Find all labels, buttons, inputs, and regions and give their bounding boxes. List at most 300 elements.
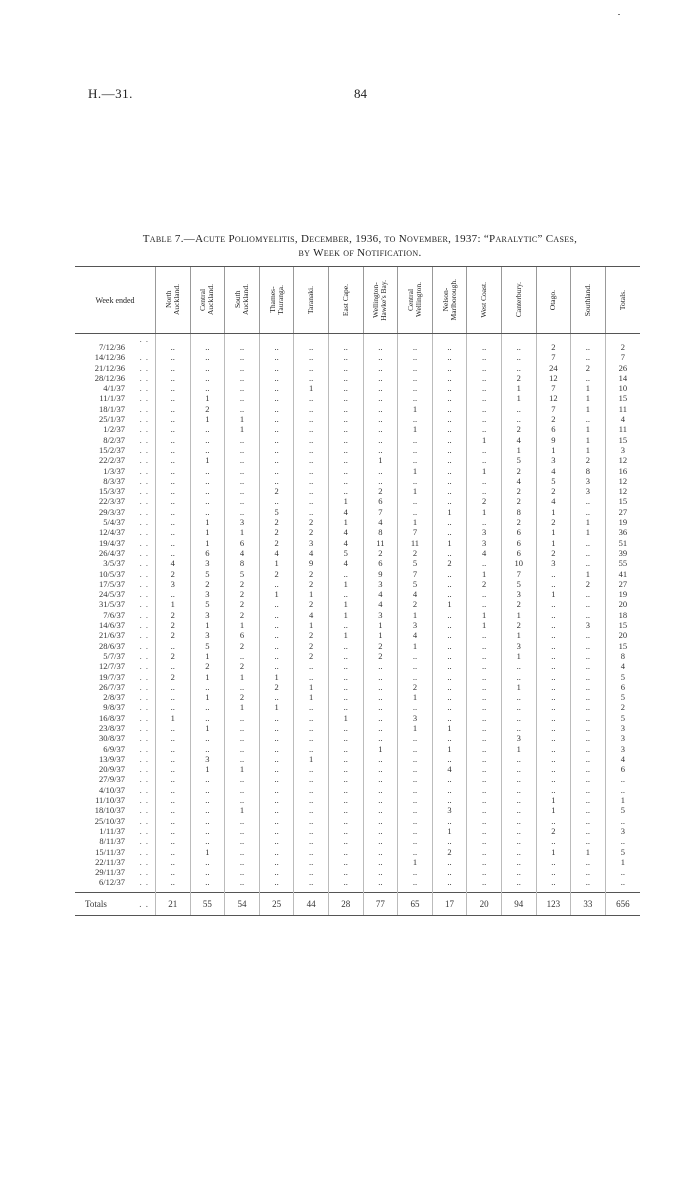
- case-count-cell: ..: [398, 816, 433, 826]
- case-count-cell: ..: [432, 877, 467, 892]
- case-count-cell: ..: [225, 651, 260, 661]
- week-cell: [75, 334, 156, 353]
- week-cell: [75, 785, 156, 795]
- case-count-cell: 1: [294, 383, 329, 393]
- leader-dots: . .: [139, 712, 149, 723]
- column-header-label: Thames- Tauranga.: [267, 285, 285, 315]
- week-cell: [75, 744, 156, 754]
- case-count-cell: ..: [467, 795, 502, 805]
- case-count-cell: ..: [398, 363, 433, 373]
- case-count-cell: 5: [605, 805, 640, 815]
- case-count-cell: ..: [328, 723, 363, 733]
- case-count-cell: ..: [259, 445, 294, 455]
- week-label: 15/11/37: [95, 846, 125, 857]
- case-count-cell: ..: [259, 754, 294, 764]
- case-count-cell: ..: [294, 733, 329, 743]
- case-count-cell: 4: [328, 507, 363, 517]
- case-count-cell: ..: [432, 579, 467, 589]
- table-row: [75, 455, 640, 465]
- case-count-cell: 1: [571, 517, 606, 527]
- case-count-cell: ..: [259, 476, 294, 486]
- case-count-cell: ..: [467, 404, 502, 414]
- case-count-cell: ..: [501, 795, 536, 805]
- case-count-cell: ..: [571, 785, 606, 795]
- case-count-cell: ..: [501, 867, 536, 877]
- case-count-cell: ..: [432, 641, 467, 651]
- week-cell: [75, 496, 156, 506]
- case-count-cell: ..: [259, 661, 294, 671]
- table-row: [75, 836, 640, 846]
- case-count-cell: 2: [190, 661, 225, 671]
- case-count-cell: ..: [536, 692, 571, 702]
- case-count-cell: 1: [190, 414, 225, 424]
- case-count-cell: ..: [571, 548, 606, 558]
- case-count-cell: ..: [294, 373, 329, 383]
- case-count-cell: ..: [190, 507, 225, 517]
- table-row: [75, 558, 640, 568]
- week-label: 7/12/36: [99, 342, 125, 352]
- case-count-cell: ..: [259, 816, 294, 826]
- leader-dots: . .: [139, 620, 149, 631]
- case-count-cell: 3: [467, 527, 502, 537]
- case-count-cell: 7: [536, 352, 571, 362]
- case-count-cell: 8: [605, 651, 640, 661]
- week-label: 21/12/36: [94, 362, 125, 373]
- table-row: [75, 723, 640, 733]
- case-count-cell: ..: [294, 486, 329, 496]
- case-count-cell: 2: [156, 672, 191, 682]
- case-count-cell: 1: [536, 795, 571, 805]
- case-count-cell: 18: [605, 610, 640, 620]
- leader-dots: . .: [139, 414, 149, 425]
- case-count-cell: 2: [501, 486, 536, 496]
- case-count-cell: ..: [536, 579, 571, 589]
- case-count-cell: ..: [328, 435, 363, 445]
- case-count-cell: ..: [156, 424, 191, 434]
- case-count-cell: 2: [398, 548, 433, 558]
- case-count-cell: 1: [259, 589, 294, 599]
- leader-dots: . .: [139, 537, 149, 548]
- case-count-cell: ..: [536, 620, 571, 630]
- week-label: 16/8/37: [99, 712, 125, 723]
- week-label: 3/5/37: [103, 558, 125, 569]
- case-count-cell: ..: [467, 857, 502, 867]
- case-count-cell: 3: [536, 455, 571, 465]
- column-header-label: East Cape.: [340, 283, 350, 317]
- case-count-cell: 5: [605, 713, 640, 723]
- table-title-line-1: Table 7.—Acute Poliomyelitis, December, 1936, to November, 1937: “Paralytic” Cases,: [142, 233, 578, 245]
- case-count-cell: ..: [467, 682, 502, 692]
- case-count-cell: ..: [190, 476, 225, 486]
- case-count-cell: 15: [605, 620, 640, 630]
- case-count-cell: ..: [190, 816, 225, 826]
- table-row: [75, 661, 640, 671]
- week-label: 29/3/37: [99, 506, 125, 517]
- case-count-cell: 2: [190, 404, 225, 414]
- case-count-cell: 1: [225, 414, 260, 424]
- week-label: 8/2/37: [103, 434, 125, 445]
- case-count-cell: 1: [398, 486, 433, 496]
- case-count-cell: 1: [294, 620, 329, 630]
- case-count-cell: ..: [363, 847, 398, 857]
- case-count-cell: 27: [605, 579, 640, 589]
- case-count-cell: ..: [225, 754, 260, 764]
- table-row: [75, 569, 640, 579]
- case-count-cell: ..: [156, 589, 191, 599]
- case-count-cell: ..: [294, 445, 329, 455]
- case-count-cell: 6: [536, 424, 571, 434]
- table-row: [75, 445, 640, 455]
- case-count-cell: ..: [363, 445, 398, 455]
- case-count-cell: 1: [571, 527, 606, 537]
- week-cell: [75, 774, 156, 784]
- case-count-cell: ..: [571, 733, 606, 743]
- case-count-cell: ..: [571, 610, 606, 620]
- case-count-cell: ..: [363, 424, 398, 434]
- week-cell: [75, 754, 156, 764]
- week-cell: [75, 404, 156, 414]
- case-count-cell: ..: [363, 754, 398, 764]
- week-label: 15/2/37: [99, 444, 125, 455]
- case-count-cell: ..: [467, 445, 502, 455]
- case-count-cell: ..: [259, 579, 294, 589]
- case-count-cell: ..: [225, 877, 260, 892]
- leader-dots: . .: [139, 825, 149, 836]
- case-count-cell: 1: [398, 692, 433, 702]
- case-count-cell: ..: [328, 383, 363, 393]
- leader-dots: . .: [139, 362, 149, 373]
- table-body: [75, 334, 640, 916]
- case-count-cell: ..: [467, 476, 502, 486]
- case-count-cell: ..: [225, 816, 260, 826]
- case-count-cell: ..: [363, 393, 398, 403]
- case-count-cell: 2: [501, 373, 536, 383]
- week-cell: [75, 414, 156, 424]
- case-count-cell: ..: [259, 805, 294, 815]
- case-count-cell: 2: [294, 599, 329, 609]
- case-count-cell: 3: [432, 805, 467, 815]
- case-count-cell: 2: [259, 486, 294, 496]
- case-count-cell: ..: [398, 744, 433, 754]
- case-count-cell: ..: [225, 723, 260, 733]
- case-count-cell: 3: [190, 558, 225, 568]
- case-count-cell: 5: [605, 692, 640, 702]
- case-count-cell: ..: [467, 352, 502, 362]
- week-cell: [75, 651, 156, 661]
- week-cell: [75, 445, 156, 455]
- case-count-cell: 2: [363, 641, 398, 651]
- case-count-cell: ..: [536, 867, 571, 877]
- case-count-cell: ..: [398, 733, 433, 743]
- case-count-cell: ..: [156, 538, 191, 548]
- case-count-cell: ..: [294, 764, 329, 774]
- week-label: 11/10/37: [95, 795, 125, 806]
- case-count-cell: ..: [536, 744, 571, 754]
- case-count-cell: 1: [432, 507, 467, 517]
- case-count-cell: ..: [294, 414, 329, 424]
- case-count-cell: 1: [536, 445, 571, 455]
- case-count-cell: ..: [571, 836, 606, 846]
- case-count-cell: ..: [398, 795, 433, 805]
- case-count-cell: 6: [501, 527, 536, 537]
- week-cell: [75, 538, 156, 548]
- leader-dots: . .: [139, 558, 149, 569]
- table-row: [75, 857, 640, 867]
- case-count-cell: 94: [501, 892, 536, 915]
- case-count-cell: ..: [536, 672, 571, 682]
- case-count-cell: 4: [328, 558, 363, 568]
- case-count-cell: ..: [328, 641, 363, 651]
- table-row: [75, 527, 640, 537]
- case-count-cell: ..: [363, 857, 398, 867]
- case-count-cell: ..: [156, 816, 191, 826]
- case-count-cell: 1: [571, 569, 606, 579]
- case-count-cell: 1: [536, 538, 571, 548]
- case-count-cell: ..: [259, 733, 294, 743]
- case-count-cell: 1: [467, 620, 502, 630]
- case-count-cell: ..: [156, 476, 191, 486]
- case-count-cell: 6: [225, 630, 260, 640]
- table-row: [75, 373, 640, 383]
- case-count-cell: ..: [294, 466, 329, 476]
- case-count-cell: 26: [605, 363, 640, 373]
- case-count-cell: 2: [294, 517, 329, 527]
- week-cell: [75, 373, 156, 383]
- table-row: [75, 826, 640, 836]
- week-cell: [75, 455, 156, 465]
- case-count-cell: ..: [467, 641, 502, 651]
- leader-dots: . .: [139, 661, 149, 672]
- week-label: 1/2/37: [103, 424, 125, 435]
- case-count-cell: ..: [571, 702, 606, 712]
- case-count-cell: ..: [328, 476, 363, 486]
- case-count-cell: 2: [156, 651, 191, 661]
- case-count-cell: ..: [501, 877, 536, 892]
- case-count-cell: ..: [328, 334, 363, 353]
- case-count-cell: ..: [294, 455, 329, 465]
- week-ended-header: Week ended: [75, 267, 156, 334]
- case-count-cell: ..: [259, 785, 294, 795]
- case-count-cell: 2: [259, 517, 294, 527]
- leader-dots: . .: [139, 372, 149, 383]
- leader-dots: . .: [139, 836, 149, 847]
- case-count-cell: ..: [294, 877, 329, 892]
- case-count-cell: ..: [328, 857, 363, 867]
- week-cell: [75, 424, 156, 434]
- case-count-cell: ..: [467, 723, 502, 733]
- case-count-cell: ..: [571, 795, 606, 805]
- case-count-cell: 2: [363, 548, 398, 558]
- case-count-cell: ..: [467, 877, 502, 892]
- case-count-cell: ..: [156, 455, 191, 465]
- case-count-cell: ..: [225, 867, 260, 877]
- case-count-cell: ..: [363, 466, 398, 476]
- case-count-cell: ..: [259, 847, 294, 857]
- leader-dots: . .: [139, 650, 149, 661]
- case-count-cell: 6: [363, 496, 398, 506]
- case-count-cell: ..: [605, 877, 640, 892]
- case-count-cell: ..: [259, 363, 294, 373]
- week-label: 6/9/37: [103, 743, 125, 754]
- case-count-cell: ..: [398, 651, 433, 661]
- column-header-label: Nelson- Marlborough.: [440, 279, 458, 321]
- case-count-cell: 2: [156, 569, 191, 579]
- column-header: [467, 267, 502, 334]
- week-cell: [75, 548, 156, 558]
- case-count-cell: 2: [536, 826, 571, 836]
- leader-dots: . .: [139, 681, 149, 692]
- case-count-cell: 2: [259, 682, 294, 692]
- case-count-cell: ..: [156, 682, 191, 692]
- case-count-cell: 2: [294, 641, 329, 651]
- case-count-cell: ..: [536, 836, 571, 846]
- leader-dots: . .: [139, 774, 149, 785]
- case-count-cell: 4: [363, 517, 398, 527]
- case-count-cell: ..: [190, 774, 225, 784]
- case-count-cell: 1: [467, 435, 502, 445]
- case-count-cell: 19: [605, 589, 640, 599]
- case-count-cell: 8: [571, 466, 606, 476]
- leader-dots: . .: [139, 640, 149, 651]
- case-count-cell: 1: [398, 517, 433, 527]
- case-count-cell: ..: [156, 692, 191, 702]
- case-count-cell: ..: [467, 661, 502, 671]
- column-header-label: Southland.: [582, 283, 592, 317]
- leader-dots: . .: [139, 856, 149, 867]
- case-count-cell: 2: [536, 548, 571, 558]
- case-count-cell: 656: [605, 892, 640, 915]
- case-count-cell: 2: [294, 630, 329, 640]
- case-count-cell: ..: [536, 641, 571, 651]
- case-count-cell: ..: [571, 723, 606, 733]
- case-count-cell: 2: [225, 610, 260, 620]
- case-count-cell: ..: [328, 393, 363, 403]
- case-count-cell: ..: [536, 774, 571, 784]
- table-row: [75, 548, 640, 558]
- week-cell: [75, 363, 156, 373]
- case-count-cell: ..: [225, 476, 260, 486]
- case-count-cell: ..: [398, 774, 433, 784]
- case-count-cell: 4: [536, 496, 571, 506]
- case-count-cell: ..: [294, 805, 329, 815]
- case-count-cell: ..: [156, 486, 191, 496]
- leader-dots: . .: [139, 393, 149, 404]
- case-count-cell: ..: [432, 672, 467, 682]
- case-count-cell: ..: [156, 826, 191, 836]
- case-count-cell: 2: [156, 620, 191, 630]
- table-row: [75, 785, 640, 795]
- case-count-cell: ..: [363, 795, 398, 805]
- case-count-cell: ..: [398, 352, 433, 362]
- case-count-cell: 5: [398, 579, 433, 589]
- case-count-cell: 3: [190, 610, 225, 620]
- leader-dots: . .: [139, 383, 149, 394]
- case-count-cell: 4: [294, 610, 329, 620]
- case-count-cell: ..: [467, 383, 502, 393]
- case-count-cell: 1: [571, 435, 606, 445]
- case-count-cell: 2: [225, 589, 260, 599]
- case-count-cell: ..: [225, 496, 260, 506]
- table-row: [75, 599, 640, 609]
- case-count-cell: ..: [259, 455, 294, 465]
- case-count-cell: 3: [571, 476, 606, 486]
- case-count-cell: ..: [467, 836, 502, 846]
- table-row: [75, 496, 640, 506]
- case-count-cell: ..: [432, 651, 467, 661]
- case-count-cell: 20: [605, 599, 640, 609]
- case-count-cell: ..: [398, 334, 433, 353]
- case-count-cell: ..: [571, 661, 606, 671]
- column-header-label: Otago.: [548, 289, 558, 311]
- case-count-cell: ..: [259, 836, 294, 846]
- case-count-cell: 3: [605, 723, 640, 733]
- week-cell: [75, 892, 156, 915]
- table-row: [75, 393, 640, 403]
- case-count-cell: 1: [398, 723, 433, 733]
- case-count-cell: 1: [536, 589, 571, 599]
- case-count-cell: ..: [225, 373, 260, 383]
- case-count-cell: ..: [328, 764, 363, 774]
- case-count-cell: ..: [536, 764, 571, 774]
- case-count-cell: ..: [190, 435, 225, 445]
- case-count-cell: ..: [432, 569, 467, 579]
- table-row: [75, 352, 640, 362]
- case-count-cell: ..: [328, 702, 363, 712]
- case-count-cell: 1: [501, 393, 536, 403]
- case-count-cell: 5: [536, 476, 571, 486]
- leader-dots: . .: [139, 867, 149, 878]
- leader-dots: . .: [139, 444, 149, 455]
- case-count-cell: ..: [467, 517, 502, 527]
- case-count-cell: ..: [398, 414, 433, 424]
- case-count-cell: ..: [259, 435, 294, 445]
- week-cell: [75, 764, 156, 774]
- case-count-cell: 2: [190, 579, 225, 589]
- case-count-cell: 44: [294, 892, 329, 915]
- table-row: [75, 620, 640, 630]
- case-count-cell: 5: [605, 672, 640, 682]
- case-count-cell: 4: [398, 630, 433, 640]
- leader-dots: . .: [139, 764, 149, 775]
- week-label: 14/6/37: [99, 620, 125, 631]
- case-count-cell: ..: [328, 373, 363, 383]
- case-count-cell: 3: [190, 754, 225, 764]
- case-count-cell: 2: [294, 569, 329, 579]
- case-count-cell: ..: [467, 826, 502, 836]
- case-count-cell: ..: [571, 589, 606, 599]
- case-count-cell: ..: [259, 723, 294, 733]
- case-count-cell: ..: [294, 713, 329, 723]
- case-count-cell: 27: [605, 507, 640, 517]
- week-label: 28/6/37: [99, 640, 125, 651]
- case-count-cell: 1: [363, 620, 398, 630]
- case-count-cell: ..: [156, 744, 191, 754]
- case-count-cell: ..: [363, 672, 398, 682]
- case-count-cell: 2: [501, 517, 536, 527]
- case-count-cell: 1: [190, 538, 225, 548]
- case-count-cell: ..: [432, 466, 467, 476]
- case-count-cell: 5: [501, 579, 536, 589]
- case-count-cell: ..: [156, 847, 191, 857]
- case-count-cell: ..: [259, 651, 294, 661]
- case-count-cell: ..: [571, 641, 606, 651]
- case-count-cell: 39: [605, 548, 640, 558]
- case-count-cell: 5: [259, 507, 294, 517]
- case-count-cell: ..: [225, 847, 260, 857]
- case-count-cell: ..: [432, 630, 467, 640]
- case-count-cell: ..: [294, 424, 329, 434]
- case-count-cell: ..: [363, 774, 398, 784]
